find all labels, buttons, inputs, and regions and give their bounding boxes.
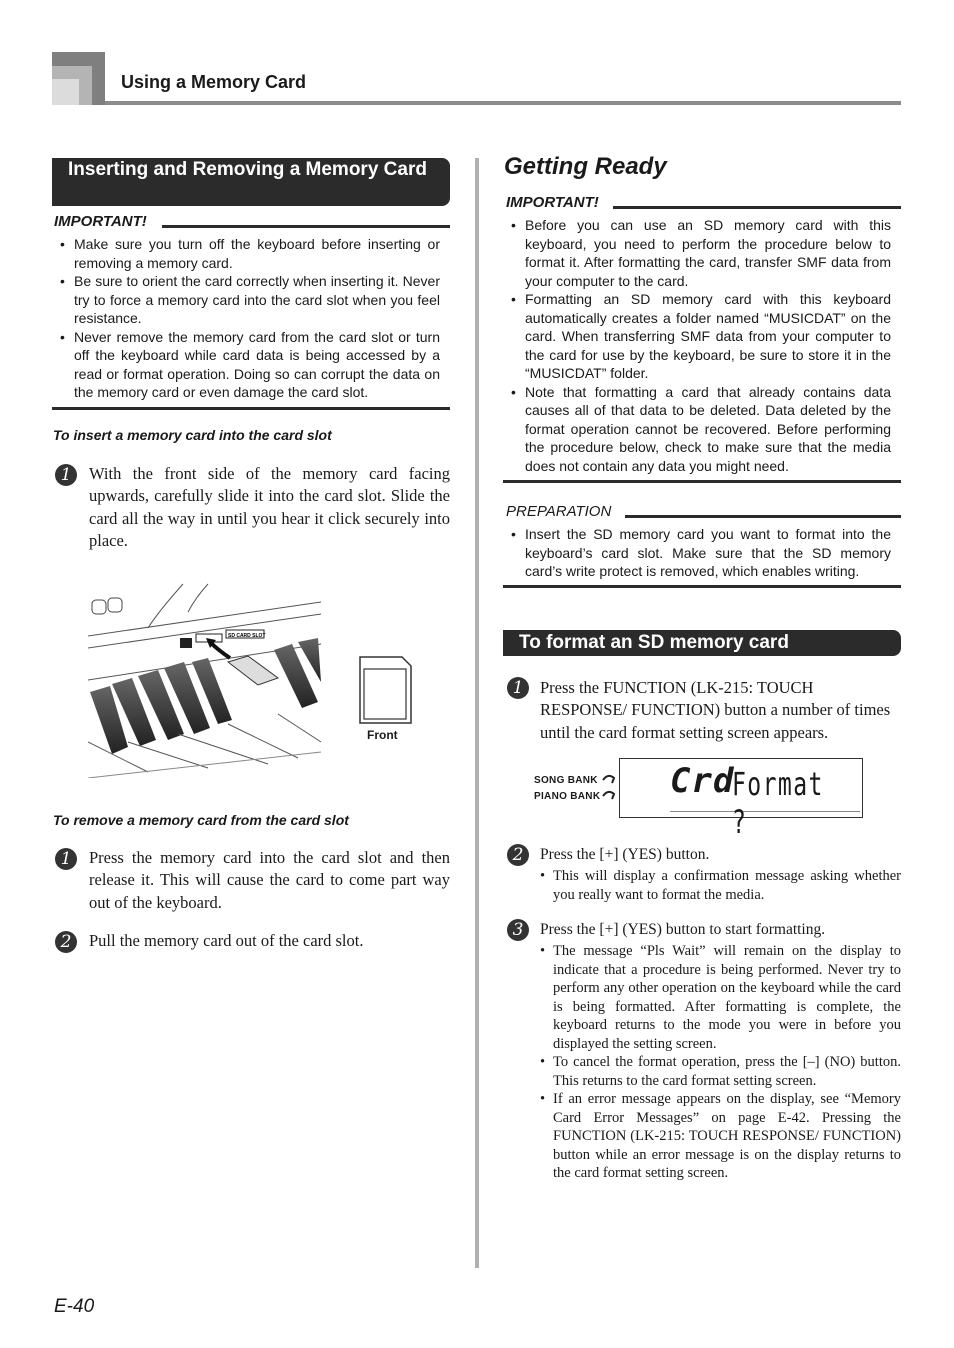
list-item: • Be sure to orient the card correctly when inserting it. Never try to force a memory card into the card slot when you feel resistance. [52,272,440,328]
list-item: • Note that formatting a card that already contains data causes all of that data to be deleted. Data deleted by the format operation cannot be recovered. Before performing the procedure below, check to make sure that the media does not contain any data you might need. [503,383,891,476]
header-corner-block [52,79,79,105]
step-text: With the front side of the memory card facing upwards, carefully slide it into the card slot. Slide the card all the way in until you hear it click securely into place. [89,464,450,551]
step-text: Press the [+] (YES) button to start formatting. [540,921,826,938]
list-item: • Formatting an SD memory card with this keyboard automatically creates a folder named “MUSICDAT” on the card. When transferring SMF data from your computer to the card for use by the keyboard, be sure to store it in the “MUSICDAT” folder. [503,290,891,383]
list-item: • This will display a confirmation message asking whether you really want to format the media. [540,867,901,904]
preparation-rule [625,515,901,518]
step-block [540,845,901,904]
header-rule [105,101,901,105]
step-number: 1 [55,464,77,486]
column-divider [475,158,479,1268]
bank-arrow-icon [600,772,618,804]
important-title: IMPORTANT! [54,213,155,230]
left-important-list [52,235,440,402]
format-heading-bar: To format an SD memory card [503,630,901,656]
list-item: • To cancel the format operation, press the [–] (NO) button. This returns to the card format setting screen. [540,1053,901,1090]
important-title: IMPORTANT! [506,194,607,211]
step-block [540,920,901,1183]
list-item: • Make sure you turn off the keyboard before inserting or removing a memory card. [52,235,440,272]
getting-ready-heading: Getting Ready [504,153,667,180]
step-number: 1 [55,848,77,870]
preparation-list [503,525,891,581]
step-text: Press the memory card into the card slot and then release it. This will cause the card to come part way out of the keyboard. [89,848,450,912]
step-bullet-list [540,942,901,1183]
preparation-title: PREPARATION [506,503,619,520]
left-important-box [52,213,450,402]
front-label: Front [367,728,398,742]
step-text: Press the FUNCTION (LK-215: TOUCH RESPONSE/ FUNCTION) button a number of times until the card format setting screen appears. [540,678,891,742]
section-header: Using a Memory Card [121,72,307,92]
remove-heading: To remove a memory card from the card slot [53,812,349,828]
list-item: • Never remove the memory card from the card slot or turn off the keyboard while card data is being accessed by a read or format operation. Doing so can corrupt the data on the memory card or even damage the card slot. [52,328,440,402]
preparation-bottom-rule [503,585,901,588]
important-rule [613,206,901,209]
piano-bank-label: PIANO BANK [534,791,601,802]
right-important-box [503,194,901,475]
memory-card-front-icon [358,655,413,725]
step-number: 3 [507,919,529,941]
step-number: 2 [507,844,529,866]
step-number: 2 [55,931,77,953]
important-bottom-rule [52,407,450,410]
step-text: Pull the memory card out of the card slot. [89,931,364,950]
left-heading-bar: Inserting and Removing a Memory Card [52,158,450,206]
step-text: Press the [+] (YES) button. [540,846,710,863]
list-item: • Insert the SD memory card you want to format into the keyboard’s card slot. Make sure that the SD memory card’s write protect is removed, which enables writing. [503,525,891,581]
list-item: • The message “Pls Wait” will remain on the display to indicate that a procedure is being performed. Never try to perform any other operation on the keyboard while the card is being formatted. After formatting is complete, the keyboard returns to the mode you were in before you displayed the setting screen. [540,942,901,1053]
important-rule [162,225,450,228]
page-number: E-40 [54,1296,95,1317]
keyboard-card-slot-illustration [88,582,324,778]
lcd-screen [619,758,863,841]
step-bullet-list [540,867,901,904]
right-important-list [503,216,891,475]
lcd-segment-text: Crd [670,761,735,801]
step-number: 1 [507,677,529,699]
song-bank-label: SONG BANK [534,775,598,786]
important-bottom-rule [503,480,901,483]
preparation-box [503,503,901,581]
lcd-dot-text: Format ? [732,765,824,841]
slot-label: SD CARD SLOT [228,633,266,639]
list-item: • If an error message appears on the display, see “Memory Card Error Messages” on page E-42. Pressing the FUNCTION (LK-215: TOUCH RESPONSE/ FUNCTION) button while an error message is on the display returns to the card format setting screen. [540,1090,901,1183]
black-keys [90,638,321,754]
insert-heading: To insert a memory card into the card slot [53,427,332,443]
list-item: • Before you can use an SD memory card with this keyboard, you need to perform the procedure below to format it. After formatting the card, transfer SMF data from your computer to the card. [503,216,891,290]
